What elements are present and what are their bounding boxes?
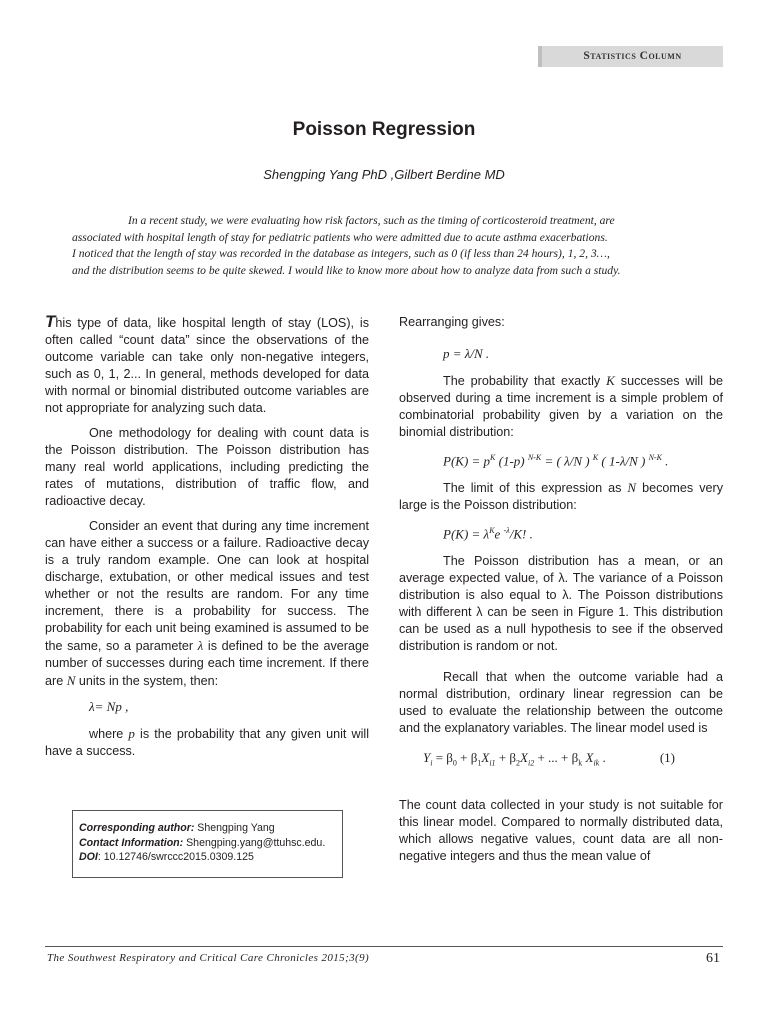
where-text-b: is the probability that any given unit will have a success. [45,727,369,758]
event-text-c: units in the system, then: [75,674,219,688]
article-title: Poisson Regression [292,119,476,140]
author-label: Corresponding author: [79,822,195,834]
mean-paragraph: The Poisson distribution has a mean, or an average expected value, of λ. The variance of a Poisson distribution is also equal to λ. The Poisson distributions with different λ can be seen in Figure 1. This distribution can be used as a null hypothesis to see if the observed distribution is random or not. [399,553,723,653]
right-column [399,314,723,873]
count-paragraph: The count data collected in your study is not suitable for this linear model. Compared to normally distributed data, which allows negative values, count data are all non-negative integers and thus the mean value of [399,798,723,864]
p-equation: p = λ/N . [443,346,490,361]
linear-model-equation: $Y_i = \beta_0 + \beta_1X_{i1} + \beta_2X_{i2}$ + ... + $\beta_k$ $X_{ik}$ . (1) [423,749,675,768]
authors: Shengping Yang PhD ,Gilbert Berdine MD [263,167,505,182]
recall-paragraph: Recall that when the outcome variable had a normal distribution, ordinary linear regression can be used to evaluate the relationship between the outcome and the explanatory variables. The linear model used is [399,669,723,735]
limit-text-b: becomes very large is the Poisson distribution: [399,481,723,513]
equation-number: (1) [659,749,675,765]
journal-name: The Southwest Respiratory and Critical Care Chronicles 2015;3(9) [47,952,370,964]
poisson-equation: $P(K) = \lambda^Ke$ $^{-\lambda}$/K! . [443,526,533,542]
question-line: and the distribution seems to be quite skewed. I would like to know more about how to analyze data from such a study. [72,263,621,277]
column-tag: Statistics Column [538,46,723,67]
where-text-a: where [89,727,129,741]
k-symbol: K [606,373,615,388]
question-line: I noticed that the length of stay was recorded in the database as integers, such as 0 (if less than 24 hours), 1, 2, 3…, [72,247,610,260]
event-text-a: Consider an event that during any time increment can have either a success or a failure. Radioactive decay is a truly random example. One can look at hospital discharge, extubation, or other medical issues and test whether or not the results are random. For any time increment, there is a probability for success. The probability for each unit being examined is assumed to be the same, so a parameter [45,519,369,653]
corresponding-author-box [72,810,343,878]
left-column [45,313,369,768]
p-symbol: p [128,726,135,741]
lambda-equation: λ= Np , [89,699,129,714]
lambda-symbol: λ [197,638,204,653]
reader-question [72,213,700,279]
where-paragraph [45,725,369,760]
limit-paragraph [399,479,723,514]
binomial-text-a: The probability that exactly [443,374,607,388]
event-paragraph [45,518,369,690]
doi-value[interactable]: : 10.12746/swrccc2015.0309.125 [97,851,254,863]
binomial-paragraph [399,372,723,441]
doi-label: DOI [79,851,98,863]
question-line: associated with hospital length of stay for pediatric patients who were admitted due to acute asthma exacerbations. [72,230,608,244]
intro-text: his type of data, like hospital length of stay (LOS), is often called “count data” since the observations of the outcome variable can take only non-negative integers, such as 0, 1, 2... In general, methods developed for data with normal or binomial distributed outcome variables are not appropriate for analyzing such data. [45,316,369,415]
n-symbol: N [627,480,637,496]
author-value: Shengping Yang [194,822,275,834]
question-line: In a recent study, we were evaluating how risk factors, such as the timing of corticosteroid treatment, are [128,214,615,227]
page-number: 61 [706,951,720,966]
footer-divider [45,946,723,947]
event-text-b: is defined to be the average number of successes during each time increment. If there are [45,639,370,688]
n-symbol: N [66,673,76,688]
contact-email[interactable]: Shengping.yang@ttuhsc.edu. [183,836,326,849]
contact-label: Contact Information: [79,836,184,849]
poisson-intro-paragraph: One methodology for dealing with count data is the Poisson distribution. The Poisson distribution has many real world applications, including predicting the rates of mutations, distribution of traffic flow, and radioactive decay. [45,426,369,508]
binomial-text-b: successes will be observed during a time increment is a simple problem of combinatorial probability given by a variation on the binomial distribution: [399,374,723,439]
limit-text-a: The limit of this expression as [443,481,628,496]
drop-cap: T [45,312,56,331]
binomial-equation: $P(K) = p^K$ (1-p) $^{N-K}$ = ( λ/N ) $^K$ ( 1-λ/N ) $^{N-K}$ . [443,453,669,469]
rearranging-text: Rearranging gives: [399,315,505,329]
intro-paragraph [45,313,369,417]
